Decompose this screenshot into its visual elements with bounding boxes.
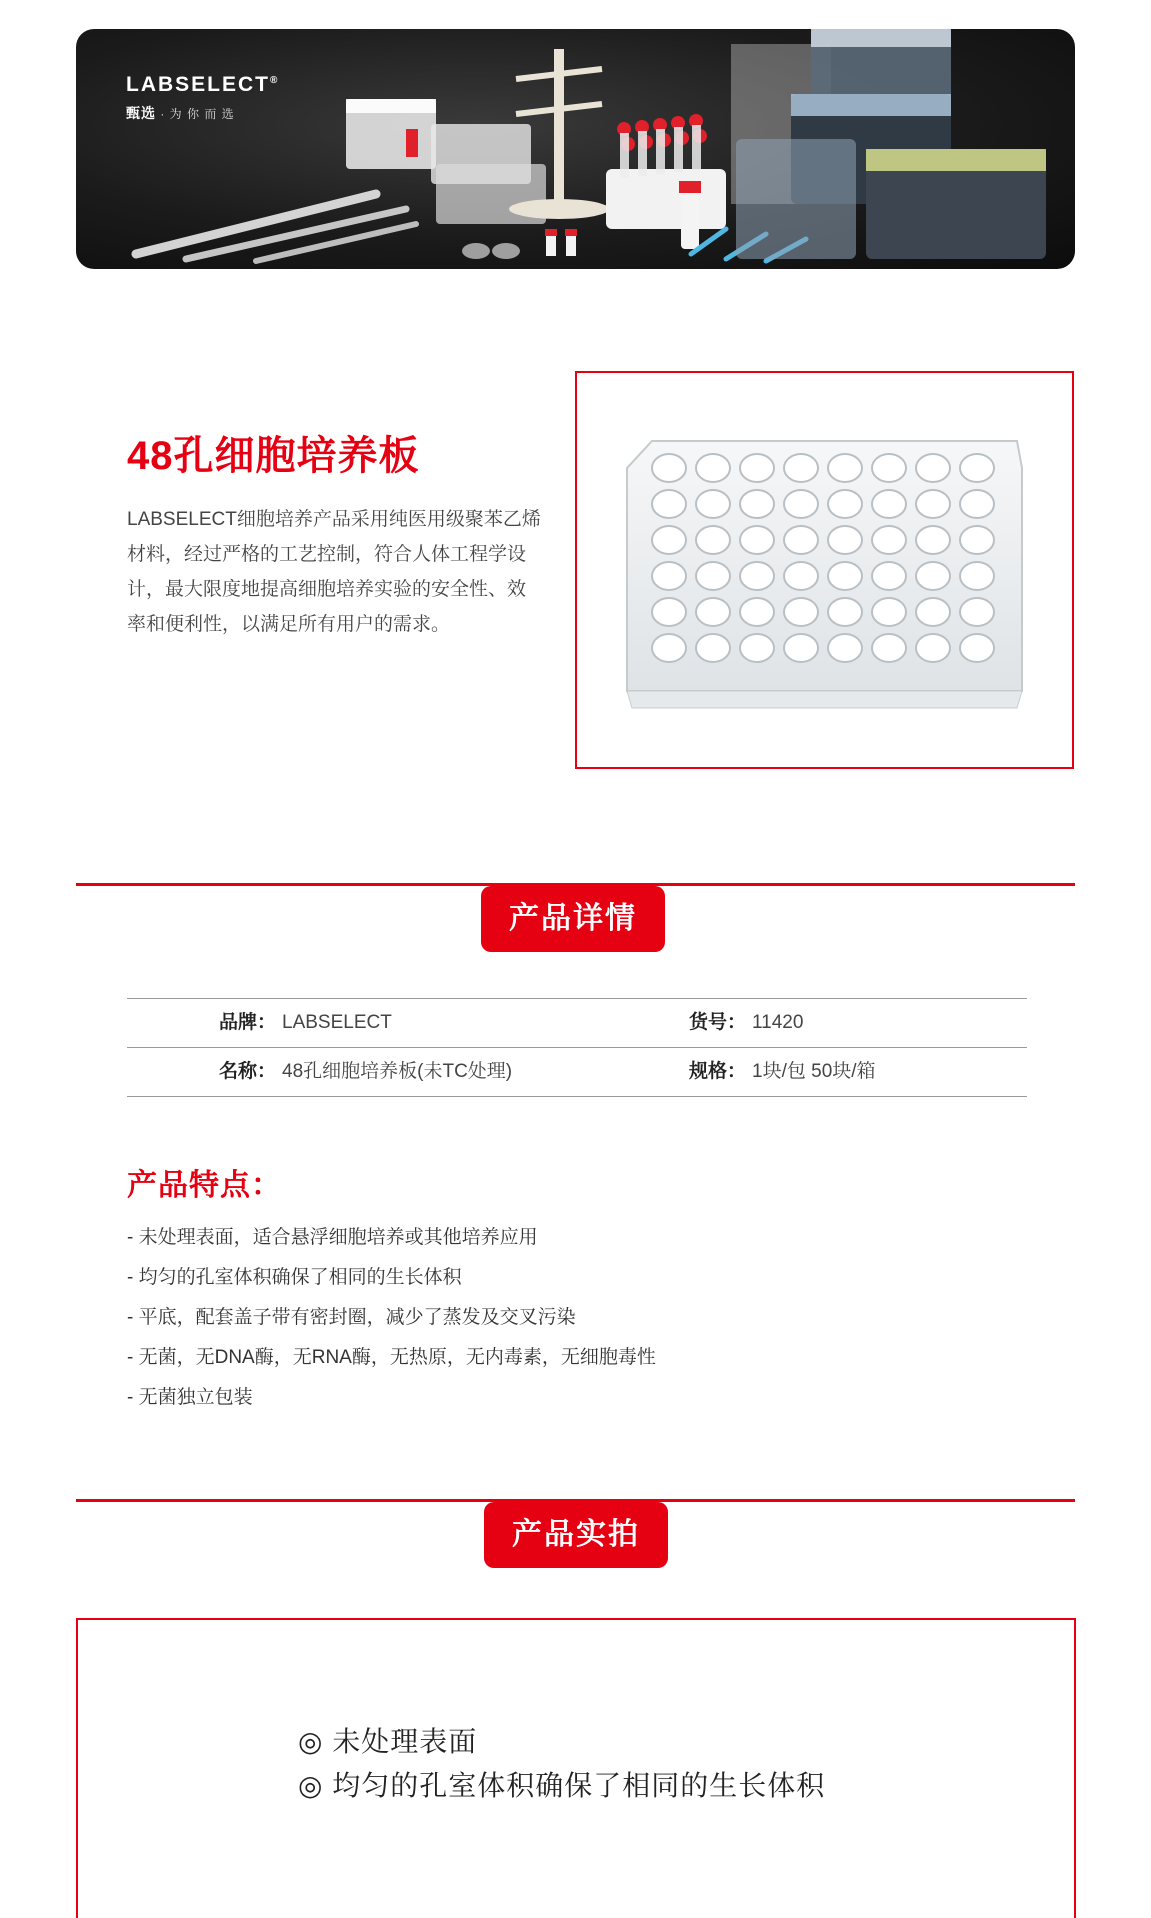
list-item: - 平底，配套盖子带有密封圈，减少了蒸发及交叉污染 bbox=[127, 1307, 576, 1328]
plate-well bbox=[872, 598, 906, 626]
plate-well bbox=[652, 454, 686, 482]
plate-well bbox=[784, 562, 818, 590]
plate-well bbox=[960, 490, 994, 518]
plate-well bbox=[652, 526, 686, 554]
photos-section-tab: 产品实拍 bbox=[484, 1502, 668, 1568]
plate-well bbox=[784, 490, 818, 518]
plate-well bbox=[784, 598, 818, 626]
brand-slogan: · 为 你 而 选 bbox=[160, 107, 235, 121]
plate-well bbox=[916, 454, 950, 482]
brand-label: 品牌： bbox=[219, 1012, 277, 1033]
plate-well bbox=[652, 598, 686, 626]
plate-well bbox=[740, 562, 774, 590]
spec-label: 规格： bbox=[689, 1061, 747, 1082]
plate-well bbox=[960, 634, 994, 662]
table-row bbox=[127, 998, 1027, 1048]
plate-well bbox=[784, 634, 818, 662]
plate-well bbox=[828, 454, 862, 482]
photo-box bbox=[76, 1618, 1076, 1918]
plate-well bbox=[960, 598, 994, 626]
plate-well bbox=[828, 562, 862, 590]
brand-name: LABSELECT bbox=[126, 73, 270, 96]
name-value: 48孔细胞培养板(未TC处理) bbox=[282, 1061, 513, 1082]
item-number-value: 11420 bbox=[752, 1012, 804, 1033]
details-section-tab: 产品详情 bbox=[481, 886, 665, 952]
plate-well bbox=[960, 454, 994, 482]
plate-well bbox=[872, 454, 906, 482]
plate-well bbox=[740, 454, 774, 482]
plate-well bbox=[696, 454, 730, 482]
plate-well bbox=[696, 634, 730, 662]
plate-well bbox=[740, 634, 774, 662]
features-list bbox=[127, 1218, 656, 1418]
plate-well bbox=[872, 634, 906, 662]
photo-caption-line: ◎ 未处理表面 bbox=[298, 1726, 478, 1757]
lab-products-illustration bbox=[76, 29, 1075, 269]
plate-well bbox=[652, 490, 686, 518]
plate-well bbox=[916, 562, 950, 590]
plate-well bbox=[696, 526, 730, 554]
plate-well bbox=[696, 562, 730, 590]
plate-well bbox=[740, 490, 774, 518]
list-item: - 无菌，无DNA酶，无RNA酶，无热原，无内毒素，无细胞毒性 bbox=[127, 1347, 656, 1368]
table-row bbox=[127, 1048, 1027, 1097]
plate-well bbox=[960, 562, 994, 590]
well-plate-image bbox=[577, 373, 1072, 767]
plate-well bbox=[828, 598, 862, 626]
plate-well bbox=[916, 634, 950, 662]
plate-well bbox=[916, 598, 950, 626]
plate-well bbox=[784, 454, 818, 482]
plate-well bbox=[652, 562, 686, 590]
list-item: - 未处理表面，适合悬浮细胞培养或其他培养应用 bbox=[127, 1227, 538, 1248]
plate-well bbox=[872, 490, 906, 518]
list-item: - 均匀的孔室体积确保了相同的生长体积 bbox=[127, 1267, 462, 1288]
name-label: 名称： bbox=[219, 1061, 277, 1082]
plate-well bbox=[828, 490, 862, 518]
plate-well bbox=[740, 598, 774, 626]
brand-cn-name: 甄选 bbox=[126, 105, 156, 121]
brand-value: LABSELECT bbox=[282, 1012, 392, 1033]
plate-well bbox=[960, 526, 994, 554]
brand-logo bbox=[126, 73, 279, 123]
product-description: LABSELECT细胞培养产品采用纯医用级聚苯乙烯材料，经过严格的工艺控制，符合人体工程学设计，最大限度地提高细胞培养实验的安全性、效率和便利性，以满足所有用户的需求。 bbox=[127, 509, 541, 635]
plate-well bbox=[828, 526, 862, 554]
item-number-label: 货号： bbox=[689, 1012, 747, 1033]
plate-well bbox=[696, 490, 730, 518]
plate-well bbox=[872, 562, 906, 590]
features-title: 产品特点： bbox=[127, 1169, 282, 1202]
brand-banner bbox=[76, 29, 1075, 269]
plate-well bbox=[916, 490, 950, 518]
plate-well bbox=[696, 598, 730, 626]
plate-well bbox=[872, 526, 906, 554]
photo-caption-line: ◎ 均匀的孔室体积确保了相同的生长体积 bbox=[298, 1770, 826, 1801]
product-image-frame bbox=[575, 371, 1074, 769]
product-title: 48孔细胞培养板 bbox=[127, 434, 420, 478]
spec-value: 1块/包 50块/箱 bbox=[752, 1061, 876, 1082]
plate-well bbox=[652, 634, 686, 662]
details-table bbox=[127, 998, 1027, 1097]
plate-well bbox=[740, 526, 774, 554]
registered-mark: ® bbox=[270, 75, 280, 86]
plate-well bbox=[916, 526, 950, 554]
list-item: - 无菌独立包装 bbox=[127, 1387, 253, 1408]
plate-well bbox=[828, 634, 862, 662]
plate-well bbox=[784, 526, 818, 554]
